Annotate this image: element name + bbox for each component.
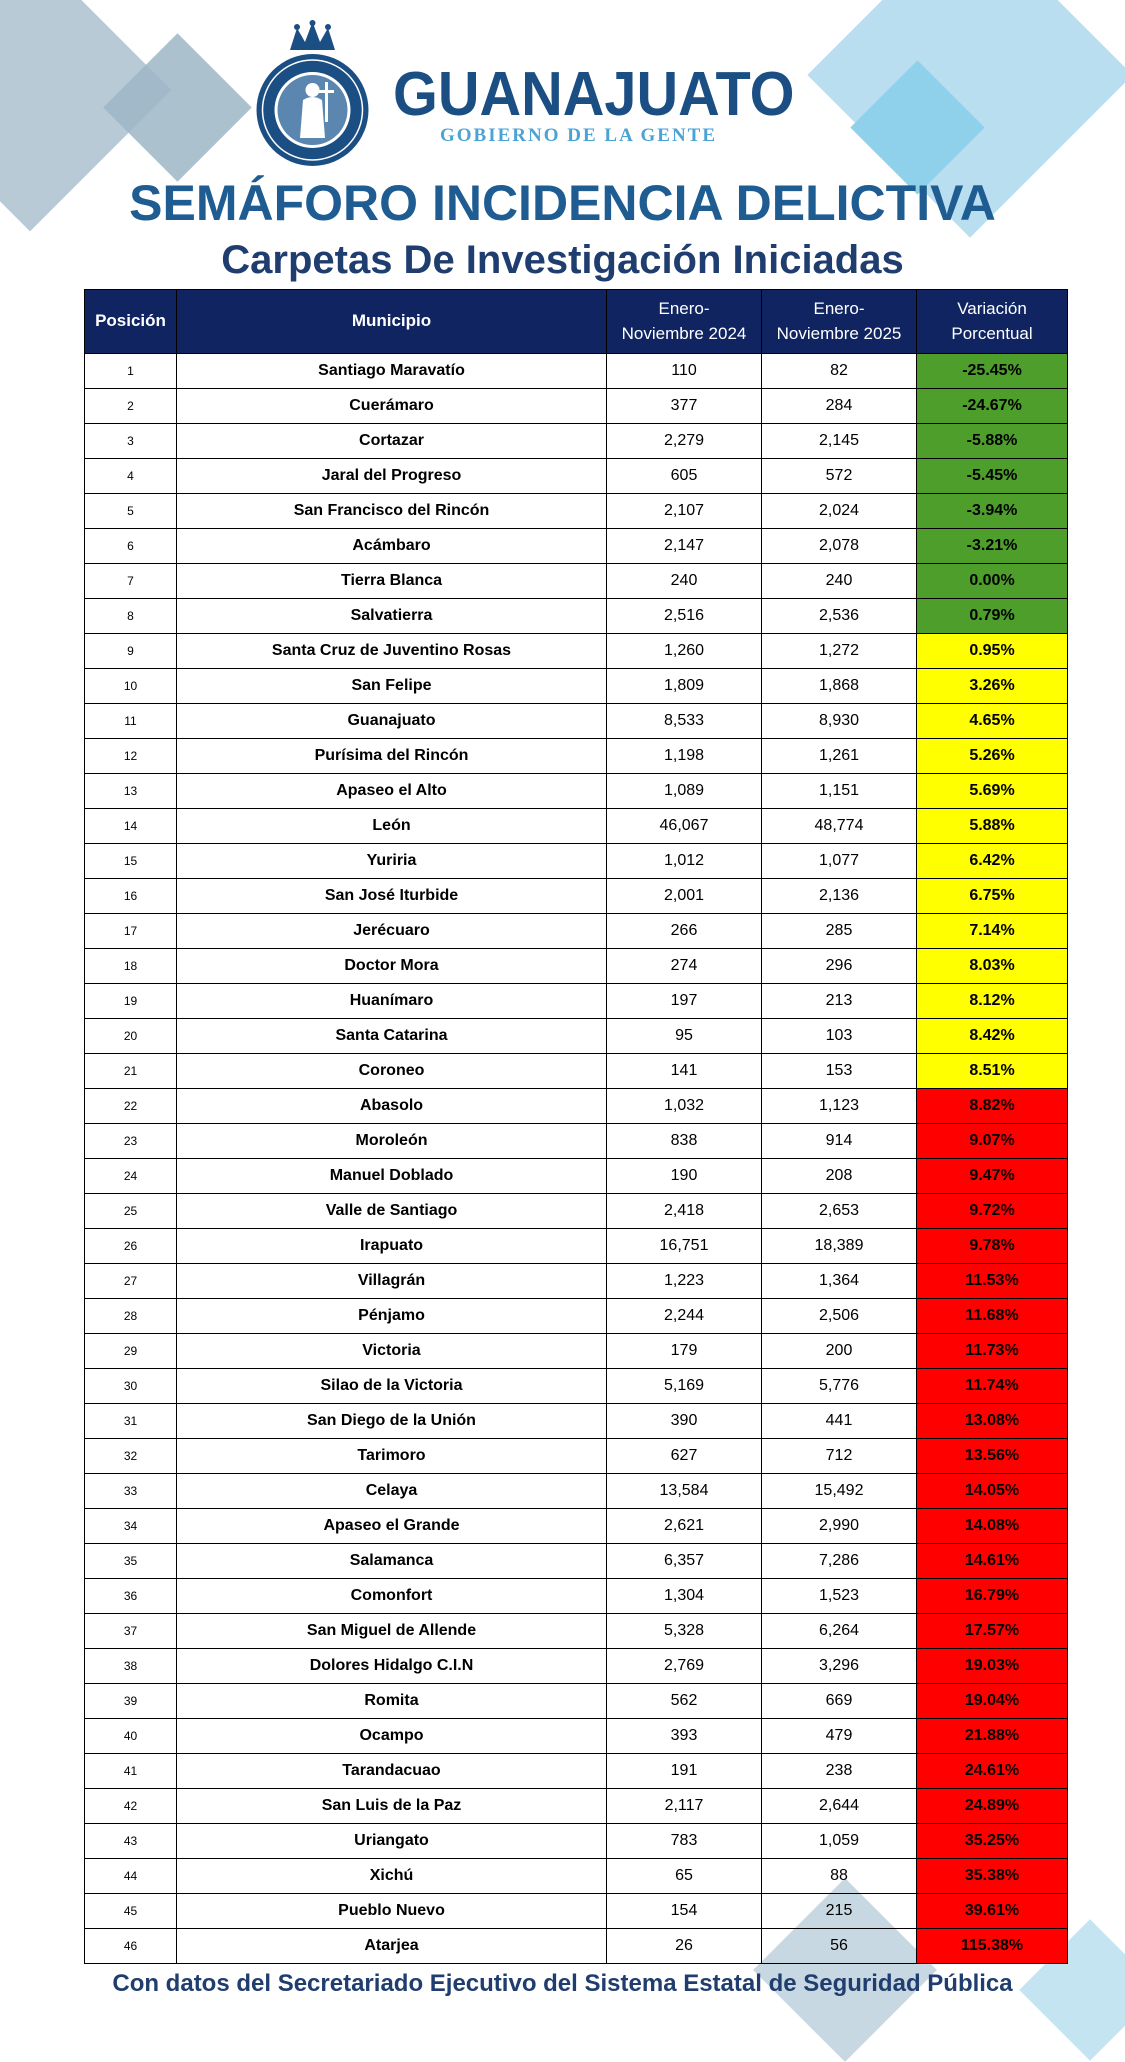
value-2025-cell: 2,644 (762, 1789, 917, 1824)
table-row (85, 704, 1068, 739)
variation-cell: 35.25% (917, 1824, 1068, 1859)
position-cell: 11 (85, 704, 177, 739)
variation-cell: 24.61% (917, 1754, 1068, 1789)
table-row (85, 459, 1068, 494)
table-row (85, 529, 1068, 564)
brand-tagline: GOBIERNO DE LA GENTE (440, 125, 718, 146)
value-2025-cell: 1,523 (762, 1579, 917, 1614)
value-2024-cell: 393 (607, 1719, 762, 1754)
municipality-cell: Villagrán (177, 1264, 607, 1299)
variation-cell: 11.53% (917, 1264, 1068, 1299)
position-cell: 38 (85, 1649, 177, 1684)
table-row (85, 774, 1068, 809)
variation-cell: 8.42% (917, 1019, 1068, 1054)
value-2024-cell: 5,328 (607, 1614, 762, 1649)
value-2024-cell: 2,001 (607, 879, 762, 914)
value-2024-cell: 377 (607, 389, 762, 424)
column-header-municipality: Municipio (177, 290, 607, 354)
column-header-2024-line2: Noviembre 2024 (621, 323, 747, 343)
position-cell: 45 (85, 1894, 177, 1929)
value-2024-cell: 197 (607, 984, 762, 1019)
position-cell: 30 (85, 1369, 177, 1404)
value-2025-cell: 572 (762, 459, 917, 494)
position-cell: 21 (85, 1054, 177, 1089)
value-2025-cell: 712 (762, 1439, 917, 1474)
value-2025-cell: 103 (762, 1019, 917, 1054)
page-title: SEMÁFORO INCIDENCIA DELICTIVA (129, 175, 996, 231)
position-cell: 36 (85, 1579, 177, 1614)
municipality-cell: Tierra Blanca (177, 564, 607, 599)
brand-name: GUANAJUATO (393, 60, 795, 129)
variation-cell: -25.45% (917, 354, 1068, 389)
variation-cell: 115.38% (917, 1929, 1068, 1964)
value-2024-cell: 1,089 (607, 774, 762, 809)
municipality-cell: Irapuato (177, 1229, 607, 1264)
table-row (85, 879, 1068, 914)
value-2025-cell: 1,868 (762, 669, 917, 704)
value-2024-cell: 838 (607, 1124, 762, 1159)
variation-cell: 17.57% (917, 1614, 1068, 1649)
variation-cell: -24.67% (917, 389, 1068, 424)
municipality-cell: Moroleón (177, 1124, 607, 1159)
variation-cell: 8.51% (917, 1054, 1068, 1089)
value-2024-cell: 266 (607, 914, 762, 949)
table-row (85, 1089, 1068, 1124)
municipality-cell: Xichú (177, 1859, 607, 1894)
position-cell: 32 (85, 1439, 177, 1474)
table-row (85, 494, 1068, 529)
position-cell: 4 (85, 459, 177, 494)
value-2025-cell: 3,296 (762, 1649, 917, 1684)
position-cell: 5 (85, 494, 177, 529)
value-2024-cell: 26 (607, 1929, 762, 1964)
state-seal-logo (245, 20, 380, 168)
position-cell: 19 (85, 984, 177, 1019)
position-cell: 25 (85, 1194, 177, 1229)
value-2025-cell: 1,261 (762, 739, 917, 774)
municipality-cell: Santa Catarina (177, 1019, 607, 1054)
variation-cell: 8.82% (917, 1089, 1068, 1124)
value-2025-cell: 240 (762, 564, 917, 599)
variation-cell: 11.74% (917, 1369, 1068, 1404)
municipality-cell: Abasolo (177, 1089, 607, 1124)
municipality-cell: Romita (177, 1684, 607, 1719)
position-cell: 44 (85, 1859, 177, 1894)
value-2024-cell: 110 (607, 354, 762, 389)
position-cell: 23 (85, 1124, 177, 1159)
value-2024-cell: 1,223 (607, 1264, 762, 1299)
variation-cell: 0.95% (917, 634, 1068, 669)
value-2024-cell: 8,533 (607, 704, 762, 739)
value-2024-cell: 2,279 (607, 424, 762, 459)
variation-cell: 8.03% (917, 949, 1068, 984)
position-cell: 7 (85, 564, 177, 599)
variation-cell: 9.07% (917, 1124, 1068, 1159)
position-cell: 31 (85, 1404, 177, 1439)
variation-cell: 16.79% (917, 1579, 1068, 1614)
position-cell: 16 (85, 879, 177, 914)
variation-cell: -3.94% (917, 494, 1068, 529)
value-2025-cell: 285 (762, 914, 917, 949)
column-header-2025 (762, 290, 917, 354)
municipality-cell: San Felipe (177, 669, 607, 704)
table-row (85, 1334, 1068, 1369)
column-header-position: Posición (85, 290, 177, 354)
municipality-cell: Manuel Doblado (177, 1159, 607, 1194)
value-2024-cell: 2,418 (607, 1194, 762, 1229)
table-header-row (85, 290, 1068, 354)
value-2024-cell: 2,769 (607, 1649, 762, 1684)
table-row (85, 424, 1068, 459)
variation-cell: 9.78% (917, 1229, 1068, 1264)
value-2025-cell: 56 (762, 1929, 917, 1964)
value-2025-cell: 2,136 (762, 879, 917, 914)
variation-cell: -5.88% (917, 424, 1068, 459)
position-cell: 39 (85, 1684, 177, 1719)
variation-cell: 4.65% (917, 704, 1068, 739)
variation-cell: 7.14% (917, 914, 1068, 949)
municipality-cell: San Miguel de Allende (177, 1614, 607, 1649)
table-row (85, 809, 1068, 844)
variation-cell: 3.26% (917, 669, 1068, 704)
position-cell: 17 (85, 914, 177, 949)
table-row (85, 1614, 1068, 1649)
municipality-cell: Huanímaro (177, 984, 607, 1019)
municipality-cell: Cortazar (177, 424, 607, 459)
variation-cell: 35.38% (917, 1859, 1068, 1894)
municipality-cell: Guanajuato (177, 704, 607, 739)
municipality-cell: Cuerámaro (177, 389, 607, 424)
table-row (85, 389, 1068, 424)
municipality-cell: Salamanca (177, 1544, 607, 1579)
value-2025-cell: 1,123 (762, 1089, 917, 1124)
value-2024-cell: 1,809 (607, 669, 762, 704)
variation-cell: 6.75% (917, 879, 1068, 914)
municipality-cell: Uriangato (177, 1824, 607, 1859)
table-row (85, 1019, 1068, 1054)
value-2024-cell: 190 (607, 1159, 762, 1194)
municipality-cell: Salvatierra (177, 599, 607, 634)
municipality-cell: San Francisco del Rincón (177, 494, 607, 529)
value-2024-cell: 274 (607, 949, 762, 984)
table-row (85, 1509, 1068, 1544)
table-row (85, 599, 1068, 634)
table-row (85, 1124, 1068, 1159)
value-2024-cell: 1,304 (607, 1579, 762, 1614)
position-cell: 29 (85, 1334, 177, 1369)
value-2024-cell: 2,516 (607, 599, 762, 634)
table-row (85, 634, 1068, 669)
value-2025-cell: 208 (762, 1159, 917, 1194)
variation-cell: 8.12% (917, 984, 1068, 1019)
variation-cell: -5.45% (917, 459, 1068, 494)
variation-cell: 11.73% (917, 1334, 1068, 1369)
position-cell: 33 (85, 1474, 177, 1509)
value-2024-cell: 65 (607, 1859, 762, 1894)
variation-cell: 6.42% (917, 844, 1068, 879)
table-row (85, 1754, 1068, 1789)
position-cell: 6 (85, 529, 177, 564)
value-2025-cell: 215 (762, 1894, 917, 1929)
municipality-cell: Jaral del Progreso (177, 459, 607, 494)
value-2024-cell: 179 (607, 1334, 762, 1369)
municipality-cell: León (177, 809, 607, 844)
position-cell: 20 (85, 1019, 177, 1054)
table-row (85, 949, 1068, 984)
value-2024-cell: 390 (607, 1404, 762, 1439)
value-2025-cell: 15,492 (762, 1474, 917, 1509)
municipality-cell: Jerécuaro (177, 914, 607, 949)
table-row (85, 1719, 1068, 1754)
value-2024-cell: 1,260 (607, 634, 762, 669)
municipality-cell: Ocampo (177, 1719, 607, 1754)
table-row (85, 1159, 1068, 1194)
position-cell: 46 (85, 1929, 177, 1964)
position-cell: 3 (85, 424, 177, 459)
position-cell: 14 (85, 809, 177, 844)
position-cell: 12 (85, 739, 177, 774)
municipality-cell: Comonfort (177, 1579, 607, 1614)
municipality-cell: Silao de la Victoria (177, 1369, 607, 1404)
value-2025-cell: 153 (762, 1054, 917, 1089)
variation-cell: 39.61% (917, 1894, 1068, 1929)
table-row (85, 669, 1068, 704)
value-2024-cell: 1,032 (607, 1089, 762, 1124)
value-2025-cell: 284 (762, 389, 917, 424)
table-row (85, 1544, 1068, 1579)
page-header (0, 0, 1125, 185)
position-cell: 43 (85, 1824, 177, 1859)
variation-cell: 5.69% (917, 774, 1068, 809)
value-2024-cell: 141 (607, 1054, 762, 1089)
value-2025-cell: 441 (762, 1404, 917, 1439)
position-cell: 37 (85, 1614, 177, 1649)
municipality-cell: Tarimoro (177, 1439, 607, 1474)
value-2024-cell: 2,117 (607, 1789, 762, 1824)
value-2025-cell: 2,653 (762, 1194, 917, 1229)
municipality-cell: San Luis de la Paz (177, 1789, 607, 1824)
value-2025-cell: 82 (762, 354, 917, 389)
value-2025-cell: 200 (762, 1334, 917, 1369)
municipality-cell: Yuriria (177, 844, 607, 879)
variation-cell: 13.56% (917, 1439, 1068, 1474)
position-cell: 28 (85, 1299, 177, 1334)
municipality-cell: San Diego de la Unión (177, 1404, 607, 1439)
value-2024-cell: 1,198 (607, 739, 762, 774)
value-2025-cell: 479 (762, 1719, 917, 1754)
value-2025-cell: 5,776 (762, 1369, 917, 1404)
value-2025-cell: 8,930 (762, 704, 917, 739)
position-cell: 8 (85, 599, 177, 634)
municipality-cell: Acámbaro (177, 529, 607, 564)
value-2024-cell: 1,012 (607, 844, 762, 879)
position-cell: 13 (85, 774, 177, 809)
value-2024-cell: 605 (607, 459, 762, 494)
position-cell: 35 (85, 1544, 177, 1579)
value-2024-cell: 6,357 (607, 1544, 762, 1579)
column-header-2024-line1: Enero- (658, 298, 710, 318)
municipality-cell: Doctor Mora (177, 949, 607, 984)
table-row (85, 984, 1068, 1019)
value-2024-cell: 154 (607, 1894, 762, 1929)
column-header-variation-line1: Variación (957, 298, 1027, 318)
table-row (85, 914, 1068, 949)
value-2025-cell: 2,536 (762, 599, 917, 634)
table-row (85, 1824, 1068, 1859)
municipality-cell: Pueblo Nuevo (177, 1894, 607, 1929)
variation-cell: 9.47% (917, 1159, 1068, 1194)
column-header-variation (917, 290, 1068, 354)
position-cell: 10 (85, 669, 177, 704)
municipality-cell: Celaya (177, 1474, 607, 1509)
table-row (85, 1369, 1068, 1404)
variation-cell: 5.88% (917, 809, 1068, 844)
value-2025-cell: 1,077 (762, 844, 917, 879)
value-2025-cell: 1,272 (762, 634, 917, 669)
value-2024-cell: 191 (607, 1754, 762, 1789)
table-row (85, 1894, 1068, 1929)
variation-cell: 21.88% (917, 1719, 1068, 1754)
municipality-cell: Santiago Maravatío (177, 354, 607, 389)
table-row (85, 1859, 1068, 1894)
value-2025-cell: 2,506 (762, 1299, 917, 1334)
source-footer: Con datos del Secretariado Ejecutivo del Sistema Estatal de Seguridad Pública (112, 1970, 1013, 1997)
value-2025-cell: 2,990 (762, 1509, 917, 1544)
table-row (85, 1439, 1068, 1474)
table-row (85, 1054, 1068, 1089)
value-2025-cell: 2,078 (762, 529, 917, 564)
variation-cell: 24.89% (917, 1789, 1068, 1824)
variation-cell: 11.68% (917, 1299, 1068, 1334)
value-2024-cell: 95 (607, 1019, 762, 1054)
variation-cell: 14.05% (917, 1474, 1068, 1509)
municipality-cell: Coroneo (177, 1054, 607, 1089)
value-2025-cell: 1,059 (762, 1824, 917, 1859)
value-2024-cell: 627 (607, 1439, 762, 1474)
position-cell: 1 (85, 354, 177, 389)
position-cell: 2 (85, 389, 177, 424)
table-row (85, 1579, 1068, 1614)
variation-cell: 5.26% (917, 739, 1068, 774)
table-row (85, 1404, 1068, 1439)
value-2024-cell: 240 (607, 564, 762, 599)
table-row (85, 1474, 1068, 1509)
table-row (85, 1789, 1068, 1824)
position-cell: 22 (85, 1089, 177, 1124)
variation-cell: 13.08% (917, 1404, 1068, 1439)
table-row (85, 739, 1068, 774)
value-2024-cell: 2,147 (607, 529, 762, 564)
table-row (85, 1194, 1068, 1229)
value-2025-cell: 7,286 (762, 1544, 917, 1579)
value-2025-cell: 18,389 (762, 1229, 917, 1264)
position-cell: 9 (85, 634, 177, 669)
value-2024-cell: 562 (607, 1684, 762, 1719)
position-cell: 15 (85, 844, 177, 879)
value-2025-cell: 1,151 (762, 774, 917, 809)
table-row (85, 1299, 1068, 1334)
value-2024-cell: 13,584 (607, 1474, 762, 1509)
value-2024-cell: 2,107 (607, 494, 762, 529)
value-2025-cell: 6,264 (762, 1614, 917, 1649)
value-2025-cell: 88 (762, 1859, 917, 1894)
value-2025-cell: 296 (762, 949, 917, 984)
variation-cell: 19.04% (917, 1684, 1068, 1719)
variation-cell: 19.03% (917, 1649, 1068, 1684)
position-cell: 27 (85, 1264, 177, 1299)
crime-incidence-table (84, 289, 1067, 1964)
column-header-variation-line2: Porcentual (951, 323, 1033, 343)
variation-cell: 0.00% (917, 564, 1068, 599)
position-cell: 42 (85, 1789, 177, 1824)
municipality-cell: Pénjamo (177, 1299, 607, 1334)
table-row (85, 1649, 1068, 1684)
municipality-cell: Tarandacuao (177, 1754, 607, 1789)
position-cell: 40 (85, 1719, 177, 1754)
column-header-2025-line1: Enero- (813, 298, 865, 318)
value-2024-cell: 5,169 (607, 1369, 762, 1404)
municipality-cell: Apaseo el Grande (177, 1509, 607, 1544)
value-2024-cell: 46,067 (607, 809, 762, 844)
value-2025-cell: 48,774 (762, 809, 917, 844)
value-2025-cell: 669 (762, 1684, 917, 1719)
position-cell: 41 (85, 1754, 177, 1789)
table-row (85, 1264, 1068, 1299)
value-2025-cell: 2,024 (762, 494, 917, 529)
municipality-cell: Atarjea (177, 1929, 607, 1964)
table-row (85, 844, 1068, 879)
value-2025-cell: 213 (762, 984, 917, 1019)
position-cell: 24 (85, 1159, 177, 1194)
municipality-cell: Victoria (177, 1334, 607, 1369)
value-2024-cell: 16,751 (607, 1229, 762, 1264)
column-header-2025-line2: Noviembre 2025 (776, 323, 902, 343)
page-subtitle: Carpetas De Investigación Iniciadas (221, 238, 904, 282)
value-2024-cell: 2,621 (607, 1509, 762, 1544)
municipality-cell: Santa Cruz de Juventino Rosas (177, 634, 607, 669)
value-2024-cell: 2,244 (607, 1299, 762, 1334)
column-header-2024 (607, 290, 762, 354)
value-2025-cell: 238 (762, 1754, 917, 1789)
position-cell: 18 (85, 949, 177, 984)
variation-cell: 0.79% (917, 599, 1068, 634)
municipality-cell: Apaseo el Alto (177, 774, 607, 809)
table-row (85, 564, 1068, 599)
position-cell: 26 (85, 1229, 177, 1264)
value-2025-cell: 2,145 (762, 424, 917, 459)
table-row (85, 354, 1068, 389)
value-2025-cell: 914 (762, 1124, 917, 1159)
value-2024-cell: 783 (607, 1824, 762, 1859)
variation-cell: 14.08% (917, 1509, 1068, 1544)
value-2025-cell: 1,364 (762, 1264, 917, 1299)
position-cell: 34 (85, 1509, 177, 1544)
municipality-cell: Dolores Hidalgo C.I.N (177, 1649, 607, 1684)
municipality-cell: Valle de Santiago (177, 1194, 607, 1229)
table-row (85, 1684, 1068, 1719)
municipality-cell: Purísima del Rincón (177, 739, 607, 774)
table-row (85, 1229, 1068, 1264)
variation-cell: 9.72% (917, 1194, 1068, 1229)
variation-cell: -3.21% (917, 529, 1068, 564)
table-row (85, 1929, 1068, 1964)
municipality-cell: San José Iturbide (177, 879, 607, 914)
variation-cell: 14.61% (917, 1544, 1068, 1579)
